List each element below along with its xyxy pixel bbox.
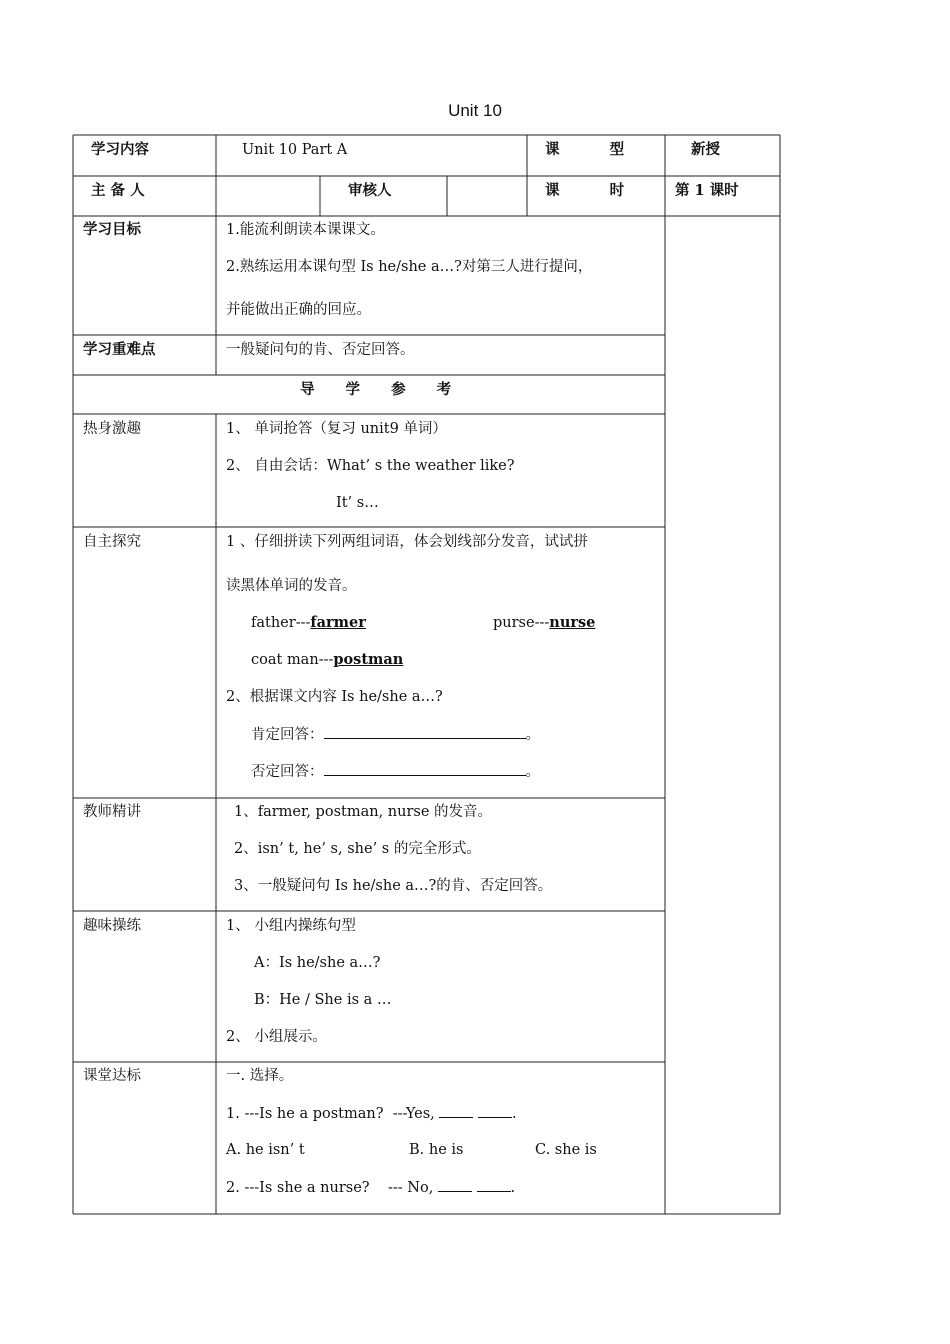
assessment-heading: 一. 选择。 [226,1068,294,1084]
negative-answer-blank[interactable] [324,762,526,776]
period-value: 第 1 课时 [675,182,739,199]
teacher-label: 教师精讲 [83,804,141,820]
answer-blank[interactable] [478,1104,512,1118]
question-end: . [510,1180,516,1196]
positive-answer-label: 肯定回答： [251,727,324,743]
word-nurse: nurse [549,614,596,631]
goal-item: 2.熟练运用本课句型 Is he/she a…?对第三人进行提问， [226,259,593,275]
question-1 [226,1104,517,1123]
end-mark: 。 [525,764,540,780]
word-postman: postman [333,651,404,668]
word-separator: --- [534,615,550,631]
positive-answer-blank[interactable] [324,725,526,739]
word-father: father [251,615,296,631]
document-title: Unit 10 [448,101,502,120]
warmup-line: 1、 单词抢答（复习 unit9 单词） [226,421,447,437]
end-mark: 。 [525,727,540,743]
preparer-label: 主 备 人 [91,182,145,199]
word-purse: purse [493,615,535,631]
word-pair-father-farmer [251,614,366,632]
word-farmer: farmer [310,614,366,631]
study-content-label: 学习内容 [91,141,149,158]
word-pair-purse-nurse [493,614,595,632]
teacher-line: 3、一般疑问句 Is he/she a…?的肯、否定回答。 [234,878,553,894]
practice-line: B：He / She is a … [254,992,392,1008]
warmup-line: 2、 自由会话：What’ s the weather like? [226,458,515,474]
practice-line: 2、 小组展示。 [226,1029,327,1045]
explore-label: 自主探究 [83,534,141,550]
option-a: A. he isn’ t [226,1142,305,1158]
teacher-line: 2、isn’ t, he’ s, she’ s 的完全形式。 [234,841,481,857]
study-content-value: Unit 10 Part A [242,142,348,158]
keypoints-text: 一般疑问句的肯、否定回答。 [226,342,415,358]
question-end: . [511,1106,517,1122]
practice-label: 趣味操练 [83,918,141,934]
guide-heading: 导 学 参 考 [300,381,452,398]
explore-intro: 读黑体单词的发音。 [226,578,357,594]
reviewer-label: 审核人 [348,182,392,199]
teacher-line: 1、farmer, postman, nurse 的发音。 [234,804,493,820]
warmup-line: It’ s… [336,495,379,511]
lesson-type-label: 课 型 [545,141,625,158]
answer-blank[interactable] [477,1178,511,1192]
option-b: B. he is [409,1142,464,1158]
goals-label: 学习目标 [83,221,141,238]
assessment-label: 课堂达标 [83,1068,141,1084]
answer-blank[interactable] [438,1178,472,1192]
negative-answer-label: 否定回答： [251,764,324,780]
practice-line: 1、 小组内操练句型 [226,918,356,934]
word-pair-coat-man-postman [251,651,403,669]
question-2 [226,1178,515,1197]
answer-blank[interactable] [439,1104,473,1118]
word-man: man [286,652,319,668]
period-label: 课 时 [545,182,625,199]
keypoints-label: 学习重难点 [83,341,156,358]
option-c: C. she is [535,1142,597,1158]
goal-item: 1.能流利朗读本课课文。 [226,222,385,238]
lesson-type-value: 新授 [691,141,720,158]
word-separator: --- [295,615,311,631]
explore-question-2: 2、根据课文内容 Is he/she a…? [226,689,443,705]
word-separator: --- [318,652,334,668]
word-coat: coat [251,652,283,668]
positive-answer-row [251,725,540,744]
practice-line: A：Is he/she a…? [254,955,381,971]
question-1-text: 1. ---Is he a postman? ---Yes, [226,1106,435,1122]
explore-intro: 1 、仔细拼读下列两组词语，体会划线部分发音，试试拼 [226,534,588,550]
goal-item: 并能做出正确的回应。 [226,302,371,318]
question-2-text: 2. ---Is she a nurse? --- No, [226,1180,434,1196]
negative-answer-row [251,762,540,781]
warmup-label: 热身激趣 [83,421,141,437]
